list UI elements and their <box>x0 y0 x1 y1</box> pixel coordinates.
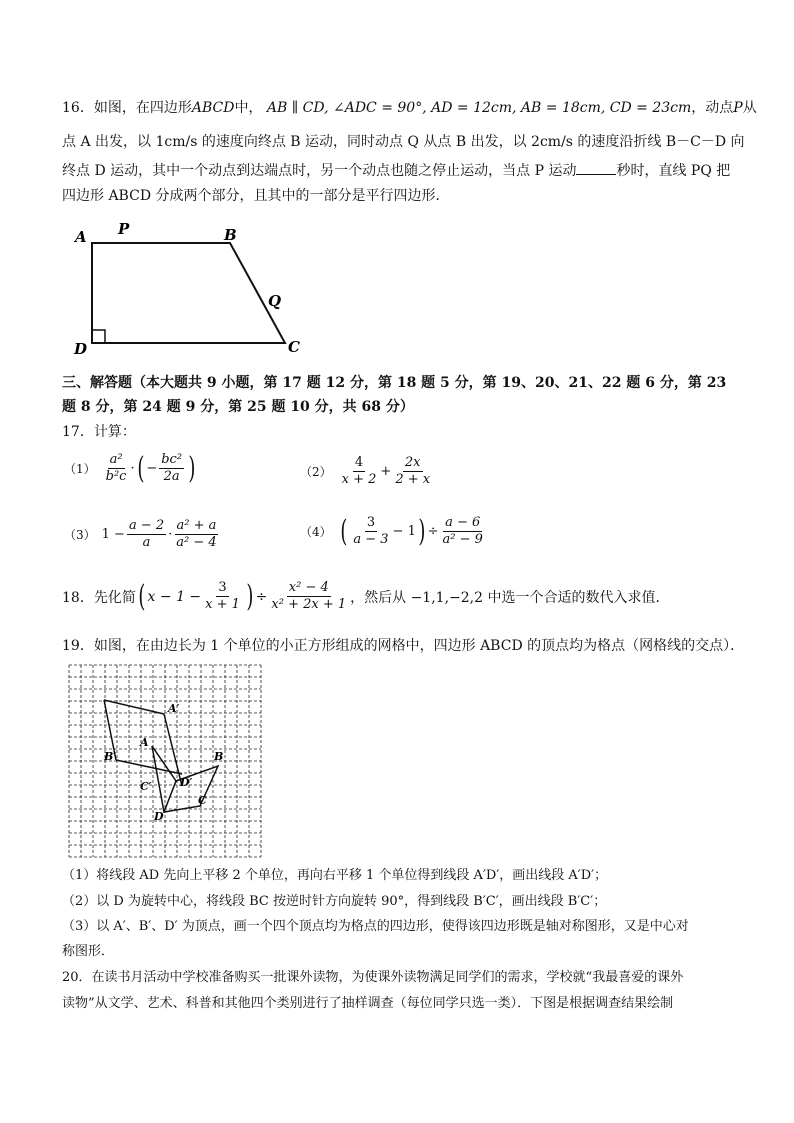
fraction: $\frac{2x}{2 + x}$ <box>395 455 431 487</box>
q19-part-2: （2）以 D 为旋转中心，将线段 BC 按逆时针方向旋转 90°，得到线段 B′C′，画出线段 B′C′； <box>62 894 607 909</box>
fraction: $\frac{a - 2}{a}$ <box>128 518 165 550</box>
q16-line-3: 终点 D 运动，其中一个动点到达端点时，另一个动点也随之停止运动，当点 P 运动 秒时，直线 PQ 把 <box>62 160 730 181</box>
label-c: C <box>198 794 207 807</box>
label-d: D <box>74 340 88 358</box>
answer-blank[interactable] <box>576 160 616 175</box>
fraction: $\frac{\text{bc²}}{2a}$ <box>161 452 183 484</box>
section-3-heading-line-2: 题 8 分，第 24 题 9 分，第 25 题 10 分，共 68 分） <box>62 399 414 415</box>
fraction: $\frac{4}{x + 2}$ <box>341 455 377 487</box>
q20-line-2: 读物”从文学、艺术、科普和其他四个类别进行了抽样调查（每位同学只选一类）．下图是根据调查结果绘制 <box>62 996 674 1011</box>
q17-part-1: （1） $\frac{\text{a²}}{\text{b²c}}$ · ( − $\frac{\text{bc²}}{2a}$ ) <box>64 450 196 486</box>
grid-figure <box>68 664 262 858</box>
fraction: $\frac{a - 6}{\text{a² − 9}}$ <box>442 515 483 547</box>
label-c: C <box>288 338 300 356</box>
seg-4 <box>116 760 182 774</box>
q19-part-3-b: 称图形． <box>62 944 115 959</box>
fraction: $\frac{\text{a² + a}}{\text{a² − 4}}$ <box>176 518 217 550</box>
q18: 18．先化简 ( x − 1 − $\frac{3}{x + 1}$ ) ÷ $\frac{\text{x² − 4}}{\text{x² + 2x + 1}}$ ，然后从 −1,1,−2,2 中选一个合适的数代入求值． <box>62 578 670 614</box>
q16-conditions: AB ∥ CD, ∠ADC = 90°, AD = 12cm, AB = 18cm, CD = 23cm <box>266 100 692 116</box>
q17-part-4: （4） ( $\frac{3}{a - 3}$ − 1 ) ÷ $\frac{a - 6}{\text{a² − 9}}$ <box>300 513 483 549</box>
q16-line-1: 16．如图，在四边形ABCD中， AB ∥ CD, ∠ADC = 90°, AD = 12cm, AB = 18cm, CD = 23cm，动点P从 <box>62 100 757 116</box>
right-angle-mark <box>92 330 105 343</box>
q20-line-1: 20．在读书月活动中学校准备购买一批课外读物，为使课外读物满足同学们的需求，学校就“我最喜爱的课外 <box>62 970 684 985</box>
fraction: $\frac{\text{a²}}{\text{b²c}}$ <box>105 452 127 484</box>
q19-line-1: 19．如图，在由边长为 1 个单位的小正方形组成的网格中，四边形 ABCD 的顶点均为格点（网格线的交点）． <box>62 638 745 654</box>
seg-1 <box>104 700 164 714</box>
label-b-prime: B′ <box>104 750 117 763</box>
label-q: Q <box>268 292 282 310</box>
label-c-prime: C′ <box>140 780 152 793</box>
fraction: $\frac{\text{x² − 4}}{\text{x² + 2x + 1}}$ <box>271 580 347 612</box>
label-d: D <box>154 810 164 823</box>
q17-part-3: （3） 1 − $\frac{a - 2}{a}$ · $\frac{\text{a² + a}}{\text{a² − 4}}$ <box>64 518 217 550</box>
label-d-prime: D′ <box>180 776 193 789</box>
trapezoid-abcd <box>92 243 285 343</box>
q19-part-3-a: （3）以 A′、B′、D′ 为顶点，画一个四个顶点均为格点的四边形，使得该四边形既是轴对称图形，又是中心对 <box>62 919 689 934</box>
label-a: A <box>140 736 149 749</box>
q17-title: 17．计算： <box>62 424 136 440</box>
trapezoid-figure <box>70 218 310 358</box>
label-b: B <box>224 226 237 244</box>
q16-line-4: 四边形 ABCD 分成两个部分，且其中的一部分是平行四边形． <box>62 188 450 204</box>
q16-line-2: 点 A 出发，以 1cm/s 的速度向终点 B 运动，同时动点 Q 从点 B 出发，以 2cm/s 的速度沿折线 B－C－D 向 <box>62 134 745 150</box>
q17-part-2: （2） $\frac{4}{x + 2}$ + $\frac{2x}{2 + x}$ <box>300 455 431 487</box>
label-a: A <box>75 228 87 246</box>
label-a-prime: A′ <box>168 702 180 715</box>
label-b: B <box>214 750 224 763</box>
fraction: $\frac{3}{x + 1}$ <box>205 580 240 612</box>
fraction: $\frac{3}{a - 3}$ <box>353 515 389 547</box>
q19-part-1: （1）将线段 AD 先向上平移 2 个单位，再向右平移 1 个单位得到线段 A′D′，画出线段 A′D′； <box>62 868 608 883</box>
section-3-heading-line-1: 三、解答题（本大题共 9 小题，第 17 题 12 分，第 18 题 5 分，第 19、20、21、22 题 6 分，第 23 <box>62 375 727 391</box>
label-p: P <box>118 220 130 238</box>
dashed-grid <box>69 665 261 857</box>
